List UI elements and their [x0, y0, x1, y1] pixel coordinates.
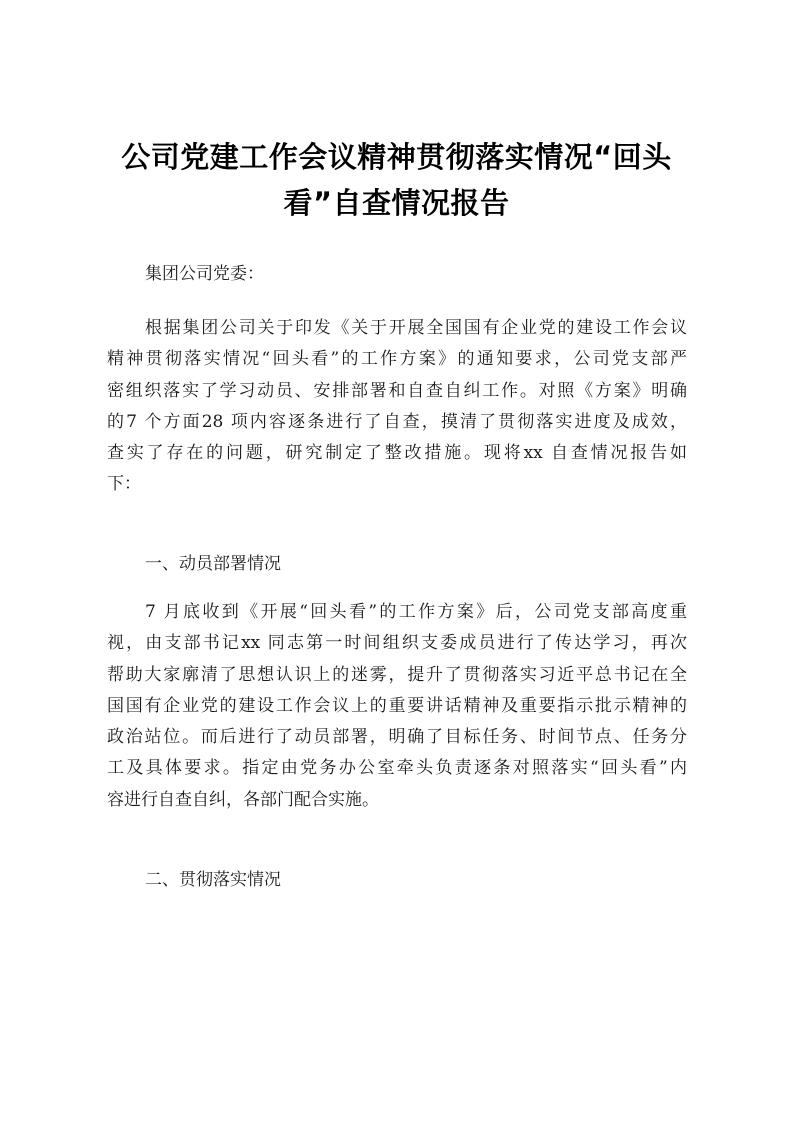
paragraph-line: 精神贯彻落实情况“回头看”的工作方案》的通知要求，公司党支部严 [107, 349, 687, 370]
paragraph-line: 容进行自查自纠，各部门配合实施。 [107, 789, 379, 810]
paragraph-line: 的7 个方面28 项内容逐条进行了自查，摸清了贯彻落实进度及成效， [107, 411, 687, 432]
paragraph-line: 根据集团公司关于印发《关于开展全国国有企业党的建设工作会议 [145, 318, 687, 338]
salutation: 集团公司党委： [145, 264, 264, 284]
paragraph-line: 7 月底收到《开展“回头看”的工作方案》后，公司党支部高度重 [145, 602, 687, 622]
paragraph-line: 密组织落实了学习动员、安排部署和自查自纠工作。对照《方案》明确 [107, 380, 687, 401]
paragraph-line: 帮助大家廓清了思想认识上的迷雾，提升了贯彻落实习近平总书记在全 [107, 664, 687, 685]
paragraph-line: 视，由支部书记xx 同志第一时间组织支委成员进行了传达学习，再次 [107, 633, 687, 654]
paragraph-intro [107, 313, 687, 501]
paragraph-line: 查实了存在的问题，研究制定了整改措施。现将xx 自查情况报告如 [107, 443, 687, 464]
title-line-1: 公司党建工作会议精神贯彻落实情况“回头 [121, 140, 672, 174]
paragraph-line: 工及具体要求。指定由党务办公室牵头负责逐条对照落实“回头看”内 [107, 758, 687, 779]
paragraph-line: 政治站位。而后进行了动员部署，明确了目标任务、时间节点、任务分 [107, 727, 687, 748]
title-line-2: 看”自查情况报告 [283, 186, 510, 220]
paragraph-line: 下： [107, 474, 141, 495]
section-heading-2: 二、贯彻落实情况 [145, 870, 281, 890]
paragraph-mobilization [107, 597, 687, 816]
section-heading-1: 一、动员部署情况 [145, 554, 281, 574]
paragraph-line: 国国有企业党的建设工作会议上的重要讲话精神及重要指示批示精神的 [107, 695, 687, 716]
document-title [108, 134, 685, 226]
